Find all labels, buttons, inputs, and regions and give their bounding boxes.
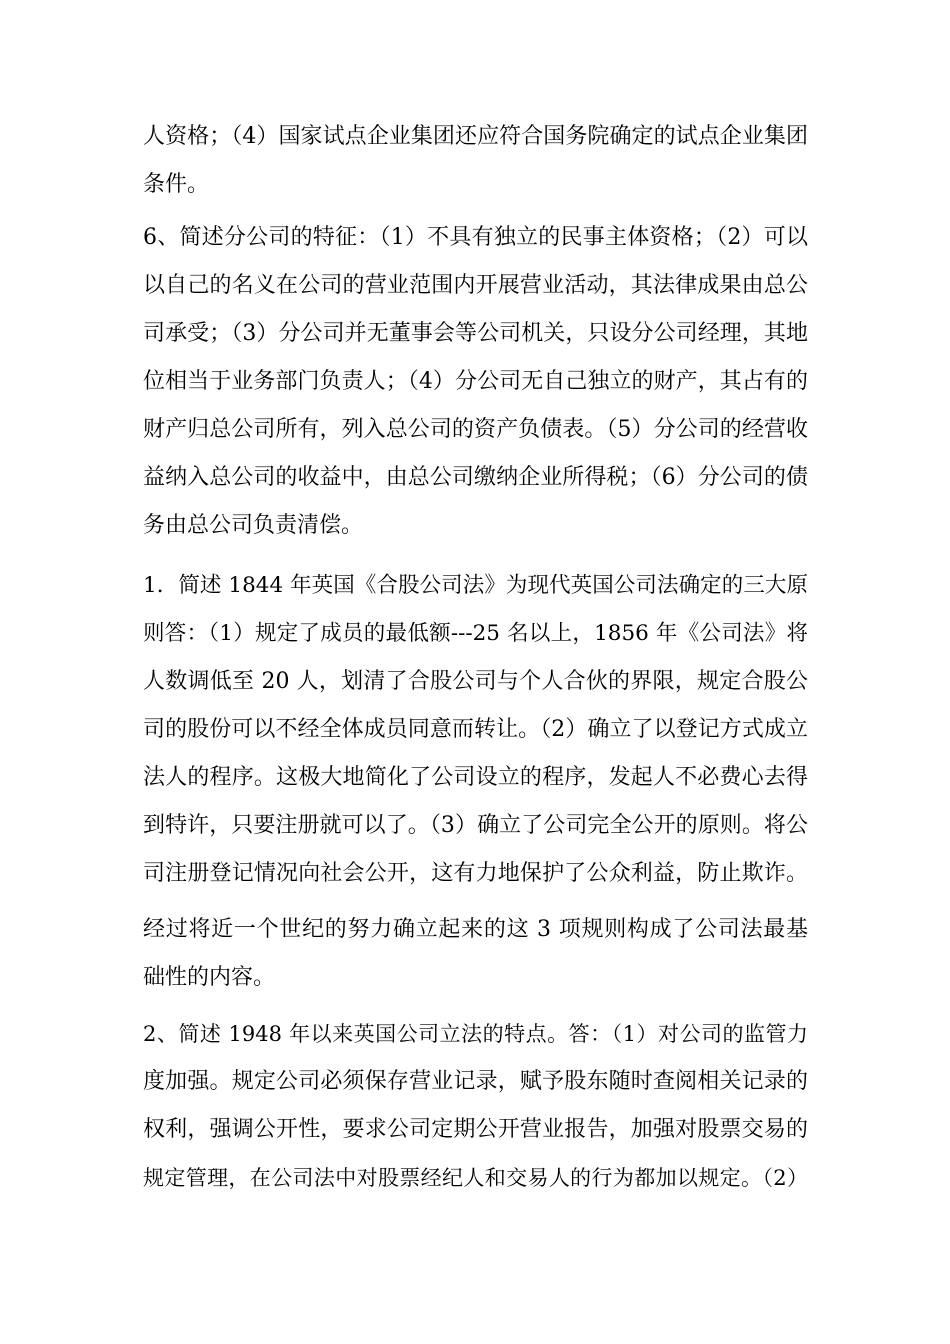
text-line: 财产归总公司所有，列入总公司的资产负债表。（5）分公司的经营收: [143, 417, 808, 442]
text-line: 法人的程序。这极大地简化了公司设立的程序，发起人不必费心去得: [143, 765, 808, 790]
text-line: 司承受；（3）分公司并无董事会等公司机关，只设分公司经理，其地: [143, 321, 808, 346]
text-line: 2、简述 1948 年以来英国公司立法的特点。答：（1）对公司的监管力: [143, 1022, 808, 1046]
text-line: 到特许，只要注册就可以了。（3）确立了公司完全公开的原则。将公: [143, 813, 808, 838]
text-line: 6、简述分公司的特征：（1）不具有独立的民事主体资格；（2）可以: [143, 225, 808, 250]
text-line: 经过将近一个世纪的努力确立起来的这 3 项规则构成了公司法最基: [143, 917, 808, 942]
text-line: 以自己的名义在公司的营业范围内开展营业活动，其法律成果由总公: [143, 273, 808, 298]
text-line: 度加强。规定公司必须保存营业记录，赋予股东随时查阅相关记录的: [143, 1069, 808, 1094]
text-line: 务由总公司负责清偿。: [143, 513, 364, 538]
text-line: 人数调低至 20 人，划清了合股公司与个人合伙的界限，规定合股公: [143, 669, 808, 694]
text-line: 1．简述 1844 年英国《合股公司法》为现代英国公司法确定的三大原: [143, 573, 808, 598]
text-line: 规定管理，在公司法中对股票经纪人和交易人的行为都加以规定。（2）: [143, 1166, 808, 1190]
text-line: 司注册登记情况向社会公开，这有力地保护了公众利益，防止欺诈。: [143, 861, 808, 886]
text-line: 条件。: [143, 172, 210, 197]
text-line: 益纳入总公司的收益中，由总公司缴纳企业所得税；（6）分公司的债: [143, 465, 808, 490]
text-line: 司的股份可以不经全体成员同意而转让。（2）确立了以登记方式成立: [143, 717, 808, 742]
text-line: 人资格；（4）国家试点企业集团还应符合国务院确定的试点企业集团: [143, 124, 808, 149]
text-line: 权利，强调公开性，要求公司定期公开营业报告，加强对股票交易的: [143, 1117, 808, 1142]
text-line: 则答：（1）规定了成员的最低额---25 名以上，1856 年《公司法》将: [143, 621, 808, 646]
text-line: 位相当于业务部门负责人；（4）分公司无自己独立的财产，其占有的: [143, 369, 808, 394]
text-line: 础性的内容。: [143, 965, 276, 990]
